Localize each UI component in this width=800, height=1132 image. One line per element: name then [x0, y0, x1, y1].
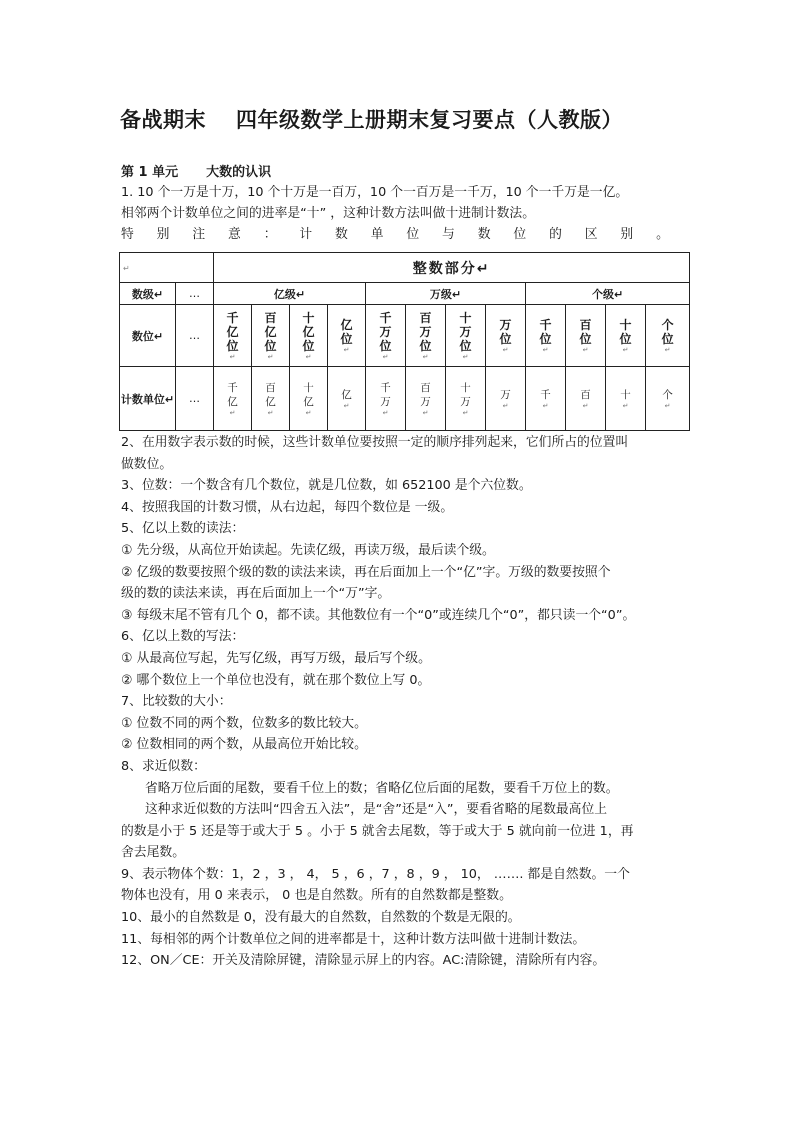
- place-cell: [566, 305, 606, 367]
- body-line: 5、亿以上数的读法：: [121, 521, 245, 537]
- note-char: 计: [299, 227, 313, 242]
- note-char: 区: [584, 227, 598, 242]
- body-line: 8、求近似数：: [121, 758, 206, 774]
- note-char: 的: [549, 227, 562, 242]
- place-cell: [214, 305, 252, 367]
- unit-cell: [646, 367, 690, 431]
- note-char: 数: [477, 227, 491, 242]
- return-mark: ↵: [267, 408, 274, 417]
- cell-text: 千万: [380, 381, 391, 408]
- unit-heading: [121, 161, 271, 180]
- body-line: ② 亿级的数要按照个级的数的读法来读，再在后面加上一个“亿”字。万级的数要按照个: [121, 564, 611, 580]
- unit-cell: [290, 367, 328, 431]
- cell-text: 万: [500, 388, 511, 401]
- return-mark: ↵: [305, 408, 312, 417]
- cell-text: 千亿位: [226, 310, 239, 353]
- cell-text: 个: [662, 388, 673, 401]
- place-cell: [328, 305, 366, 367]
- note-char: 注: [192, 227, 206, 242]
- cell-text: 十: [620, 388, 631, 401]
- note-char: 。: [656, 227, 669, 242]
- ellipsis-cell: …: [176, 367, 214, 431]
- title-main: 四年级数学上册期末复习要点（人教版）: [236, 108, 623, 132]
- body-line: 这种求近似数的方法叫“四舍五入法”，是“舍”还是“入”，要看省略的尾数最高位上: [145, 802, 608, 818]
- unit-cell: [328, 367, 366, 431]
- body-text: [121, 432, 691, 972]
- cell-text: 十亿位: [302, 310, 315, 353]
- cell-text: 亿: [341, 388, 352, 401]
- place-cell: [406, 305, 446, 367]
- table-header: 整数部分↵: [214, 253, 690, 283]
- cell-text: 百: [580, 388, 591, 401]
- unit-cell: [566, 367, 606, 431]
- return-mark: ↵: [664, 345, 671, 354]
- group-ge: 个级↵: [526, 283, 690, 305]
- place-cell: [526, 305, 566, 367]
- cell-text: 十万位: [459, 310, 472, 353]
- body-line: ① 先分级，从高位开始读起。先读亿级，再读万级，最后读个级。: [121, 542, 495, 558]
- return-mark: ↵: [422, 408, 429, 417]
- note-line: [121, 224, 669, 245]
- return-mark: ↵: [229, 352, 236, 361]
- unit-label: 第 1 单元: [121, 165, 179, 180]
- row-label-place: 数位↵: [120, 305, 176, 367]
- cell-text: 个位: [661, 317, 674, 346]
- body-line: 9、表示物体个数：1，2 ，3 ， 4， 5 ，6 ，7 ，8 ，9 ， 10， ……. 都是自然数。一个: [121, 866, 630, 882]
- body-line: 12、ON／CE：开关及清除屏键，清除显示屏上的内容。AC:清除键，清除所有内容。: [121, 953, 606, 969]
- return-mark: ↵: [462, 408, 469, 417]
- return-mark: ↵: [622, 401, 629, 410]
- cell-text: 千亿: [227, 381, 238, 408]
- cell-text: 十位: [619, 317, 632, 346]
- cell-text: 千: [540, 388, 551, 401]
- body-line: 省略万位后面的尾数，要看千位上的数；省略亿位后面的尾数，要看千万位上的数。: [145, 780, 619, 796]
- unit-cell: [446, 367, 486, 431]
- place-cell: [646, 305, 690, 367]
- intro-line: 1. 10 个一万是十万，10 个十万是一百万，10 个一百万是一千万，10 个一千万是一亿。: [121, 185, 629, 200]
- return-mark: ↵: [343, 345, 350, 354]
- body-line: 物体也没有，用 0 来表示， 0 也是自然数。所有的自然数都是整数。: [121, 888, 512, 904]
- note-char: 别: [156, 227, 170, 242]
- body-line: ① 位数不同的两个数，位数多的数比较大。: [121, 715, 367, 731]
- return-mark: ↵: [502, 401, 509, 410]
- return-mark: ↵: [267, 352, 274, 361]
- place-cell: [486, 305, 526, 367]
- note-char: 位: [513, 227, 527, 242]
- note-char: ：: [263, 227, 277, 242]
- body-line: 4、按照我国的计数习惯，从右边起，每四个数位是 一级。: [121, 499, 454, 515]
- unit-cell: [526, 367, 566, 431]
- row-label-unit: 计数单位↵: [120, 367, 176, 431]
- note-char: 单: [370, 227, 384, 242]
- return-mark: ↵: [382, 352, 389, 361]
- note-char: 位: [406, 227, 420, 242]
- intro-line: 相邻两个计数单位之间的进率是“十” ，这种计数方法叫做十进制计数法。: [121, 206, 536, 221]
- body-line: ② 哪个数位上一个单位也没有，就在那个数位上写 0。: [121, 672, 431, 688]
- body-line: 11、每相邻的两个计数单位之间的进率都是十，这种计数方法叫做十进制计数法。: [121, 931, 586, 947]
- return-mark: ↵: [382, 408, 389, 417]
- cell-text: 十亿: [303, 381, 314, 408]
- cell-text: 百亿: [265, 381, 276, 408]
- group-wan: 万级↵: [366, 283, 526, 305]
- cell-text: 十万: [460, 381, 471, 408]
- cell-text: 百万: [420, 381, 431, 408]
- cell-text: 千万位: [379, 310, 392, 353]
- place-value-table: [119, 252, 674, 430]
- unit-cell: [252, 367, 290, 431]
- note-char: 特: [121, 227, 134, 242]
- return-mark: ↵: [229, 408, 236, 417]
- unit-cell: [606, 367, 646, 431]
- cell-text: 百亿位: [264, 310, 277, 353]
- note-char: 与: [442, 227, 455, 242]
- body-line: ③ 每级末尾不管有几个 0，都不读。其他数位有一个“0”或连续几个“0”，都只读一个“0”。: [121, 607, 636, 623]
- return-mark: ↵: [664, 401, 671, 410]
- return-mark: ↵: [422, 352, 429, 361]
- unit-cell: [486, 367, 526, 431]
- unit-name: 大数的认识: [206, 165, 272, 180]
- body-line: ② 位数相同的两个数，从最高位开始比较。: [121, 737, 367, 753]
- unit-cell: [366, 367, 406, 431]
- body-line: 7、比较数的大小：: [121, 694, 232, 710]
- body-line: 3、位数：一个数含有几个数位，就是几位数，如 652100 是个六位数。: [121, 478, 532, 494]
- cell-text: 亿位: [340, 317, 353, 346]
- body-line: 2、在用数字表示数的时候，这些计数单位要按照一定的顺序排列起来，它们所占的位置叫: [121, 435, 629, 450]
- body-line: 6、亿以上数的写法：: [121, 629, 245, 645]
- row-label-level: 数级↵: [120, 283, 176, 305]
- return-mark: ↵: [582, 401, 589, 410]
- return-mark: ↵: [582, 345, 589, 354]
- unit-cell: [214, 367, 252, 431]
- note-char: 意: [228, 227, 241, 242]
- note-char: 别: [620, 227, 634, 242]
- unit-cell: [406, 367, 446, 431]
- return-mark: ↵: [622, 345, 629, 354]
- intro-block: [121, 182, 681, 245]
- place-cell: [252, 305, 290, 367]
- cell-text: 万位: [499, 317, 512, 346]
- body-line: 的数是小于 5 还是等于或大于 5 。小于 5 就舍去尾数，等于或大于 5 就向前一位进 1，再: [121, 823, 634, 839]
- place-cell: [366, 305, 406, 367]
- body-line: 舍去尾数。: [121, 845, 185, 861]
- cell-text: 百万位: [419, 310, 432, 353]
- place-cell: [606, 305, 646, 367]
- return-mark: ↵: [502, 345, 509, 354]
- body-line: 10、最小的自然数是 0，没有最大的自然数，自然数的个数是无限的。: [121, 910, 521, 926]
- ellipsis-cell: …: [176, 305, 214, 367]
- place-cell: [290, 305, 328, 367]
- title-prefix: 备战期末: [120, 108, 206, 132]
- body-line: ① 从最高位写起，先写亿级，再写万级，最后写个级。: [121, 650, 431, 666]
- ellipsis-cell: …: [176, 283, 214, 305]
- return-mark: ↵: [343, 401, 350, 410]
- return-mark: ↵: [305, 352, 312, 361]
- return-mark: ↵: [542, 345, 549, 354]
- table-corner: ↵: [120, 253, 214, 283]
- page-title: [120, 104, 720, 134]
- place-cell: [446, 305, 486, 367]
- group-yi: 亿级↵: [214, 283, 366, 305]
- cell-text: 千位: [539, 317, 552, 346]
- body-line: 级的数的读法来读，再在后面加上一个“万”字。: [121, 586, 391, 602]
- note-char: 数: [335, 227, 348, 242]
- return-mark: ↵: [462, 352, 469, 361]
- body-line: 做数位。: [121, 456, 173, 472]
- cell-text: 百位: [579, 317, 592, 346]
- return-mark: ↵: [542, 401, 549, 410]
